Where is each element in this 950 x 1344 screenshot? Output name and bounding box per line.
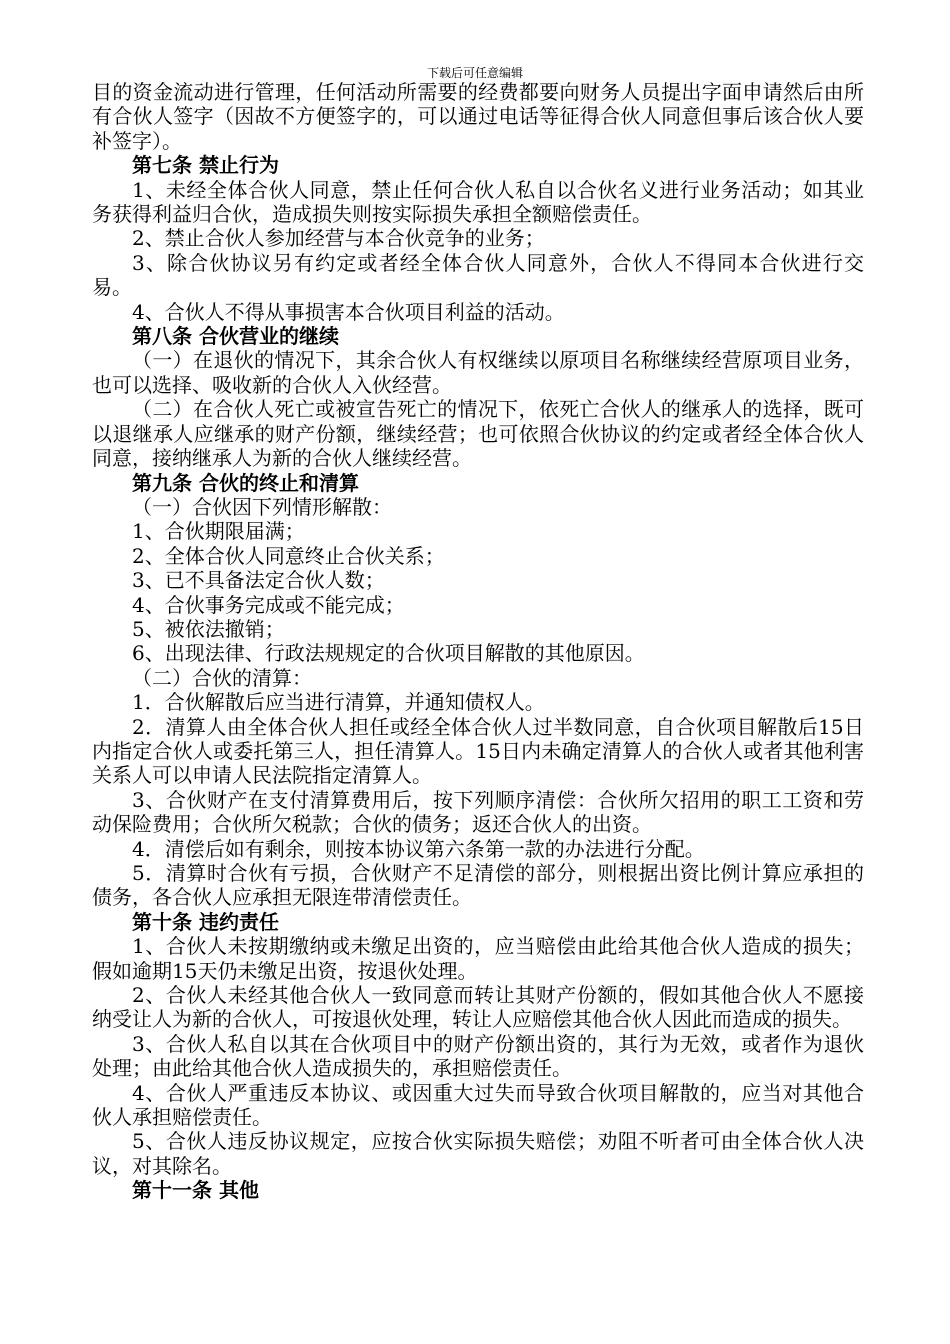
section-heading: 第九条 合伙的终止和清算 — [132, 470, 359, 495]
paragraph: 5、被依法撤销； — [132, 616, 285, 641]
paragraph: 5、合伙人违反协议规定，应按合伙实际损失赔偿；劝阻不听者可由全体合伙人决议，对其除名。 — [92, 1129, 864, 1178]
paragraph: 5．清算时合伙有亏损，合伙财产不足清偿的部分，则根据出资比例计算应承担的债务，各合伙人应承担无限连带清偿责任。 — [92, 861, 864, 910]
paragraph: 3、合伙财产在支付清算费用后，按下列顺序清偿：合伙所欠招用的职工工资和劳动保险费用；合伙所欠税款；合伙的债务；返还合伙人的出资。 — [92, 787, 864, 837]
paragraph: （二）在合伙人死亡或被宣告死亡的情况下，依死亡合伙人的继承人的选择，既可以退继承人应继承的财产份额，继续经营；也可依照合伙协议的约定或者经全体合伙人同意，接纳继承人为新的合伙人继续经营。 — [92, 397, 864, 471]
paragraph: 4、合伙人不得从事损害本合伙项目利益的活动。 — [132, 299, 565, 324]
section-heading: 第十条 违约责任 — [132, 909, 279, 934]
paragraph: 4．清偿后如有剩余，则按本协议第六条第一款的办法进行分配。 — [132, 836, 705, 861]
section-heading: 第十一条 其他 — [132, 1178, 259, 1203]
paragraph: 2、全体合伙人同意终止合伙关系； — [132, 543, 445, 568]
paragraph: 2、禁止合伙人参加经营与本合伙竞争的业务； — [132, 226, 545, 251]
section-heading: 第八条 合伙营业的继续 — [132, 324, 339, 349]
paragraph: 4、合伙事务完成或不能完成； — [132, 592, 405, 617]
paragraph: 3、合伙人私自以其在合伙项目中的财产份额出资的，其行为无效，或者作为退伙处理；由此给其他合伙人造成损失的，承担赔偿责任。 — [92, 1031, 864, 1081]
paragraph: 1、合伙期限届满； — [132, 519, 305, 544]
paragraph: 1、未经全体合伙人同意，禁止任何合伙人私自以合伙名义进行业务活动；如其业务获得利益归合伙，造成损失则按实际损失承担全额赔偿责任。 — [92, 177, 864, 227]
paragraph: （一）在退伙的情况下，其余合伙人有权继续以原项目名称继续经营原项目业务，也可以选择、吸收新的合伙人入伙经营。 — [92, 348, 864, 397]
paragraph: 3、已不具备法定合伙人数； — [132, 568, 385, 593]
paragraph: 2、合伙人未经其他合伙人一致同意而转让其财产份额的，假如其他合伙人不愿接纳受让人为新的合伙人，可按退伙处理，转让人应赔偿其他合伙人因此而造成的损失。 — [92, 983, 864, 1032]
paragraph: 1．合伙解散后应当进行清算，并通知债权人。 — [132, 690, 545, 715]
page-header-note: 下载后可任意编辑 — [426, 66, 523, 80]
paragraph: 3、除合伙协议另有约定或者经全体合伙人同意外，合伙人不得同本合伙进行交易。 — [92, 250, 864, 300]
paragraph: 6、出现法律、行政法规规定的合伙项目解散的其他原因。 — [132, 641, 645, 666]
paragraph: 1、合伙人未按期缴纳或未缴足出资的，应当赔偿由此给其他合伙人造成的损失；假如逾期15天仍未缴足出资，按退伙处理。 — [92, 934, 864, 983]
document-body — [92, 80, 864, 1203]
paragraph: （一）合伙因下列情形解散： — [132, 494, 392, 519]
paragraph: 2．清算人由全体合伙人担任或经全体合伙人过半数同意，自合伙项目解散后15日内指定合伙人或委托第三人，担任清算人。15日内未确定清算人的合伙人或者其他利害关系人可以申请人民法院指定清算人。 — [92, 714, 864, 788]
paragraph: （二）合伙的清算： — [132, 665, 312, 690]
paragraph: 目的资金流动进行管理，任何活动所需要的经费都要向财务人员提出字面申请然后由所有合伙人签字（因故不方便签字的，可以通过电话等征得合伙人同意但事后该合伙人要补签字）。 — [92, 80, 864, 153]
section-heading: 第七条 禁止行为 — [132, 153, 279, 178]
paragraph: 4、合伙人严重违反本协议、或因重大过失而导致合伙项目解散的，应当对其他合伙人承担赔偿责任。 — [92, 1080, 864, 1130]
